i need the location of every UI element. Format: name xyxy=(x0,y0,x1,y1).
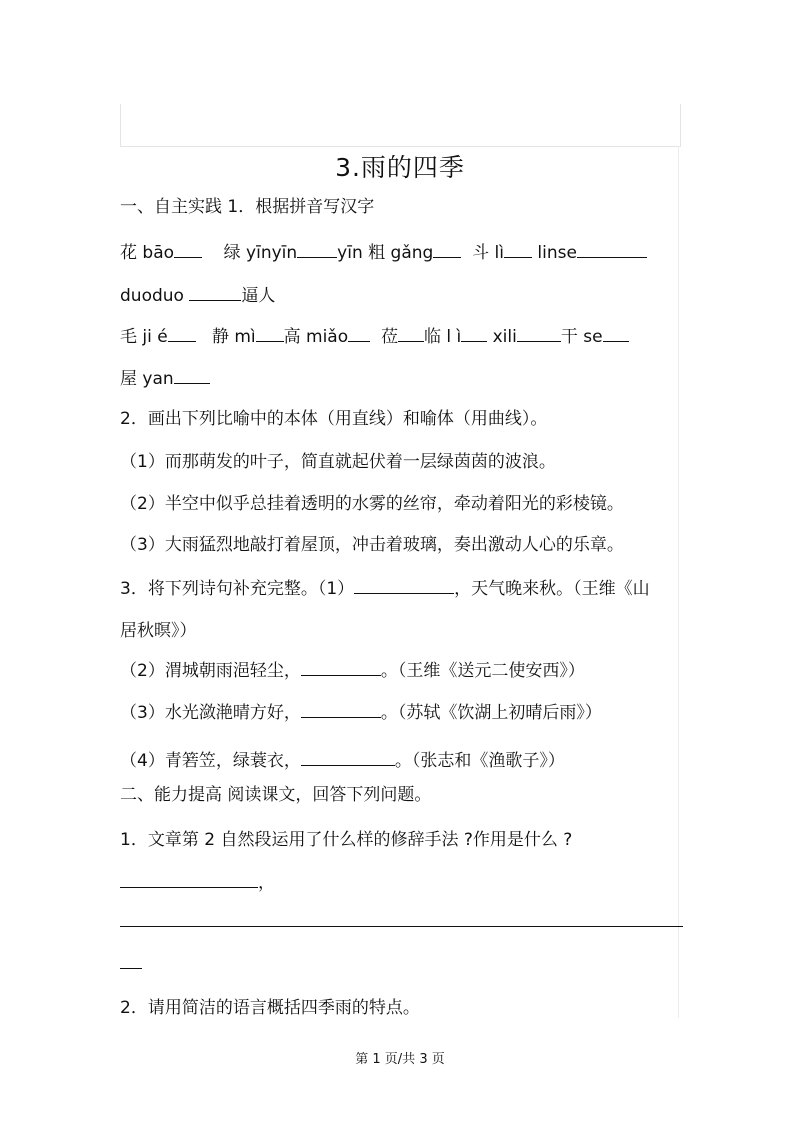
q3-1-continuation: 居秋暝》） xyxy=(120,621,197,641)
right-margin-line xyxy=(678,146,679,1018)
answer-blank[interactable] xyxy=(301,659,381,676)
q3-4-tail: 。（张志和《渔歌子》） xyxy=(394,751,565,771)
answer-blank[interactable] xyxy=(348,325,370,342)
answer-blank[interactable] xyxy=(301,701,381,718)
pinyin-item: 花 bāo xyxy=(120,243,175,263)
s2-question-2: 2．请用简洁的语言概括四季雨的特点。 xyxy=(120,998,420,1018)
pinyin-item: 高 miǎo xyxy=(283,327,349,347)
s2-q1-answer-line xyxy=(120,868,275,893)
pinyin-item: linse xyxy=(537,243,577,263)
answer-blank[interactable] xyxy=(297,241,337,258)
pinyin-item: duoduo xyxy=(120,286,184,306)
pinyin-item: xili xyxy=(492,327,517,347)
question-2: 2．画出下列比喻中的本体（用直线）和喻体（用曲线）。 xyxy=(120,409,548,429)
q3-head: 3．将下列诗句补充完整。（1） xyxy=(120,579,355,599)
answer-blank[interactable] xyxy=(577,241,647,258)
q3-2-tail: 。（王维《送元二使安西》） xyxy=(380,661,585,681)
pinyin-item: 逼人 xyxy=(241,286,276,306)
q3-1-tail: ，天气晚来秋。（王维《山 xyxy=(454,579,650,599)
answer-blank[interactable] xyxy=(168,325,196,342)
pinyin-item: yīn 粗 gǎng xyxy=(337,243,434,263)
pinyin-item: 斗 lì xyxy=(472,243,504,263)
pinyin-item: 干 se xyxy=(560,327,603,347)
q3-3-tail: 。（苏轼《饮湖上初晴后雨》） xyxy=(380,703,602,723)
answer-blank[interactable] xyxy=(354,577,454,594)
pinyin-item: 毛 ji é xyxy=(120,327,168,347)
pinyin-item: 临 l ì xyxy=(423,327,462,347)
q3-item-2 xyxy=(120,656,585,681)
pinyin-item: 静 mì xyxy=(211,327,256,347)
answer-blank[interactable] xyxy=(603,325,629,342)
page-title: 3.雨的四季 xyxy=(335,153,465,182)
question-3-line-1 xyxy=(120,574,650,599)
answer-blank[interactable] xyxy=(301,749,395,766)
section1-heading: 一、自主实践 1．根据拼音写汉字 xyxy=(120,197,375,217)
answer-blank[interactable] xyxy=(174,241,202,258)
header-frame xyxy=(120,104,681,147)
q2-item-2: （2）半空中似乎总挂着透明的水雾的丝帘，牵动着阳光的彩棱镜。 xyxy=(120,494,624,514)
answer-blank[interactable] xyxy=(398,325,424,342)
pinyin-row-3 xyxy=(120,322,629,347)
q2-item-3: （3）大雨猛烈地敲打着屋顶，冲击着玻璃，奏出激动人心的乐章。 xyxy=(120,535,624,555)
q2-item-1: （1）而那萌发的叶子，简直就起伏着一层绿茵茵的波浪。 xyxy=(120,452,556,472)
q3-item-3 xyxy=(120,698,602,723)
s2-question-1: 1．文章第 2 自然段运用了什么样的修辞手法 ?作用是什么 ? xyxy=(120,830,573,850)
q3-item-4 xyxy=(120,746,565,771)
pinyin-item: 屋 yan xyxy=(120,369,174,389)
pinyin-row-1 xyxy=(120,238,647,263)
comma: ， xyxy=(258,873,275,893)
answer-blank[interactable] xyxy=(120,871,258,888)
answer-blank[interactable] xyxy=(189,284,241,301)
pinyin-row-4 xyxy=(120,364,210,389)
pinyin-item: 绿 yīnyīn xyxy=(223,243,298,263)
answer-blank[interactable] xyxy=(504,241,532,258)
answer-rule-end[interactable] xyxy=(120,968,142,969)
answer-blank[interactable] xyxy=(256,325,284,342)
pinyin-item: 莅 xyxy=(380,327,398,347)
q3-4-head: （4）青箬笠，绿蓑衣， xyxy=(120,751,301,771)
q3-2-head: （2）渭城朝雨浥轻尘， xyxy=(120,661,301,681)
answer-blank[interactable] xyxy=(174,367,210,384)
answer-rule[interactable] xyxy=(120,926,683,927)
answer-blank[interactable] xyxy=(433,241,461,258)
answer-blank[interactable] xyxy=(517,325,561,342)
page-footer: 第 1 页/共 3 页 xyxy=(355,1052,445,1067)
pinyin-row-2 xyxy=(120,281,275,306)
section2-heading: 二、能力提高 阅读课文，回答下列问题。 xyxy=(120,785,432,805)
q3-3-head: （3）水光潋滟晴方好， xyxy=(120,703,301,723)
answer-blank[interactable] xyxy=(461,325,487,342)
